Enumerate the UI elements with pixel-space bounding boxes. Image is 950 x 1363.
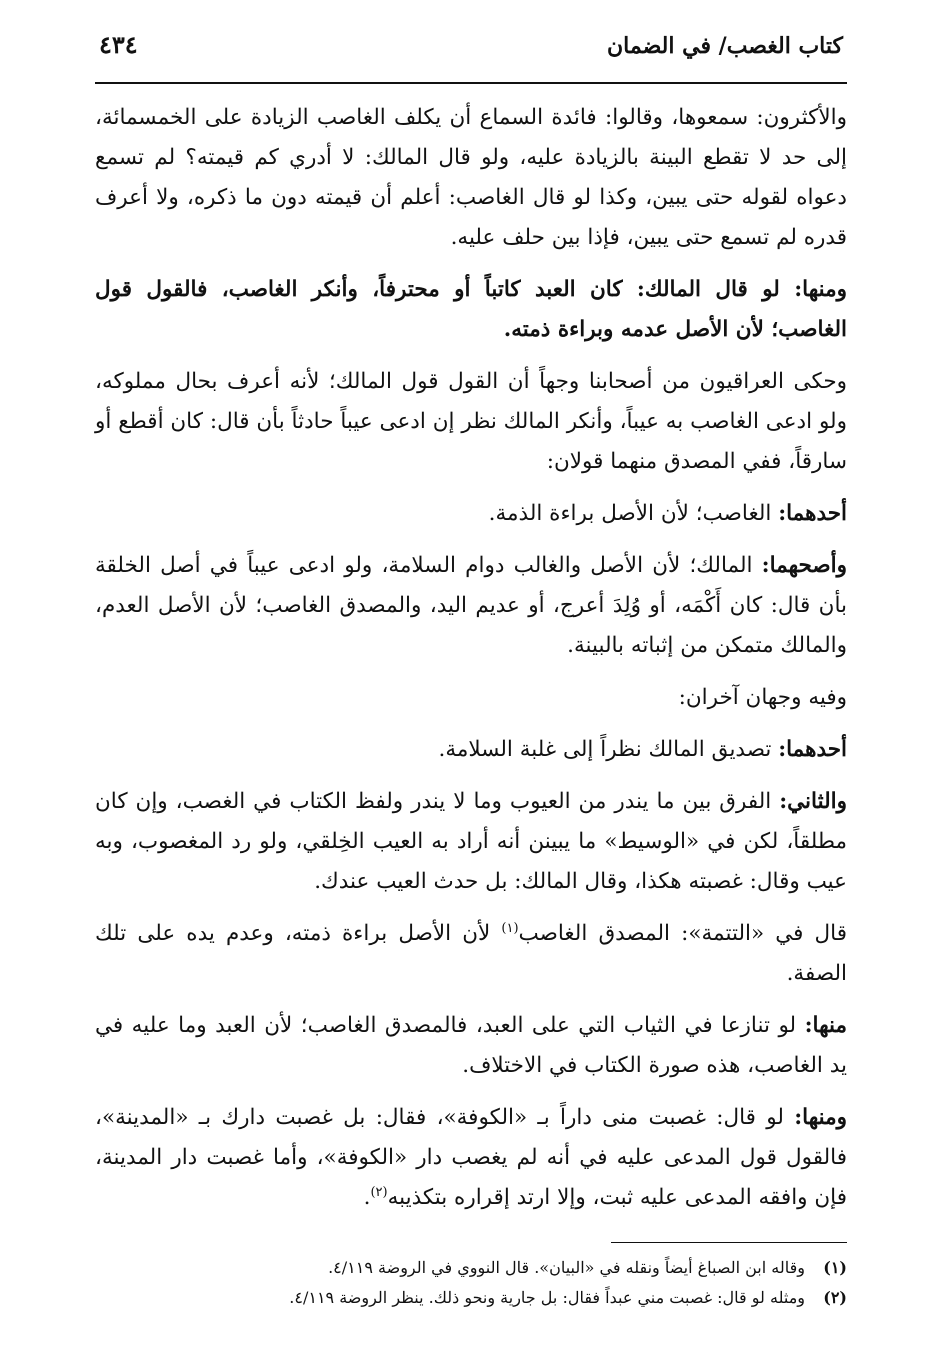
paragraph-text: لأن الأصل براءة ذمته، وعدم يده على تلك الصفة. [95, 921, 847, 986]
paragraph-lead: أحدهما: [778, 501, 847, 526]
footnote-ref[interactable]: (٢) [370, 1184, 388, 1200]
footnote [95, 1283, 847, 1313]
footnotes [95, 1253, 847, 1313]
paragraph-text: لو تنازعا في الثياب التي على العبد، فالمصدق الغاصب؛ لأن العبد وما عليه في يد الغاصب، هذه صورة الكتاب في الاختلاف. [95, 1013, 847, 1078]
footnote-text: وقاله ابن الصباغ أيضاً ونقله في «البيان». قال النووي في الروضة ٤/١١٩. [328, 1258, 805, 1277]
paragraph-text: ومنها: لو قال المالك: كان العبد كاتباً أو محترفاً، وأنكر الغاصب، فالقول قول الغاصب؛ لأن الأصل عدمه وبراءة ذمته. [95, 277, 847, 342]
paragraph [95, 270, 847, 350]
page-header [95, 30, 847, 84]
footnote-divider [611, 1242, 847, 1243]
paragraph [95, 730, 847, 770]
paragraph [95, 494, 847, 534]
paragraph-text: . [363, 1185, 371, 1210]
paragraph-text: لو قال: غصبت منى داراً بـ «الكوفة»، فقال: بل غصبت دارك بـ «المدينة»، فالقول قول المدعى عليه في أنه لم يغصب دار «الكوفة»، وأما غصبت دار المدينة، فإن وافقه المدعى عليه ثبت، وإلا ارتد إقراره بتكذيبه [95, 1105, 847, 1210]
paragraph-text: وفيه وجهان آخران: [678, 685, 847, 710]
paragraph-text: الغاصب؛ لأن الأصل براءة الذمة. [488, 501, 779, 526]
paragraph-text: وحكى العراقيون من أصحابنا وجهاً أن القول قول المالك؛ لأنه أعرف بحال مملوكه، ولو ادعى الغاصب به عيباً، وأنكر المالك نظر إن ادعى عيباً حادثاً بأن قال: كان أقطع أو سارقاً، ففي المصدق منهما قولان: [95, 369, 847, 474]
footnote-number: (١) [823, 1258, 847, 1277]
footnote [95, 1253, 847, 1283]
paragraph [95, 1006, 847, 1086]
paragraph-text: والأكثرون: سمعوها، وقالوا: فائدة السماع أن يكلف الغاصب الزيادة على الخمسمائة، إلى حد لا تقطع البينة بالزيادة عليه، ولو قال المالك: لا أدري كم قيمته؟ لم تسمع دعواه لقوله حتى يبين، وكذا لو قال الغاصب: أعلم أن قيمته دون ما ذكره، ولا أعرف قدره لم تسمع حتى يبين، فإذا بين حلف عليه. [95, 105, 847, 250]
footnote-text: ومثله لو قال: غصبت مني عبداً فقال: بل جارية ونحو ذلك. ينظر الروضة ٤/١١٩. [289, 1288, 805, 1307]
page-number: ٤٣٤ [99, 30, 138, 59]
footnote-number: (٢) [823, 1288, 847, 1307]
footnote-ref[interactable]: (١) [501, 920, 519, 936]
paragraph-lead: أحدهما: [778, 737, 847, 762]
paragraph [95, 914, 847, 994]
paragraph-text: قال في «التتمة»: المصدق الغاصب [518, 921, 847, 946]
paragraph-text: المالك؛ لأن الأصل والغالب دوام السلامة، ولو ادعى عيباً في أصل الخلقة بأن قال: كان أَكْمَه، أو وُلِدَ أعرج، أو عديم اليد، والمصدق الغاصب؛ لأن الأصل العدم، والمالك متمكن من إثباته بالبينة. [95, 553, 847, 658]
running-title: كتاب الغصب/ في الضمان [607, 33, 843, 59]
paragraph-lead: منها: [804, 1013, 847, 1038]
paragraph [95, 1098, 847, 1218]
paragraph-text: الفرق بين ما يندر من العيوب وما لا يندر ولفظ الكتاب في الغصب، وإن كان مطلقاً، لكن في «الوسيط» ما يبينن أنه أراد به العيب الخِلقي، ولو رد المغصوب، وبه عيب وقال: غصبته هكذا، وقال المالك: بل حدث العيب عندك. [95, 789, 847, 894]
book-page [95, 30, 847, 1330]
paragraph-lead: والثاني: [779, 789, 847, 814]
paragraph-text: تصديق المالك نظراً إلى غلبة السلامة. [438, 737, 779, 762]
paragraph-lead: ومنها: [794, 1105, 847, 1130]
paragraph [95, 678, 847, 718]
paragraph [95, 782, 847, 902]
paragraph-lead: وأصحهما: [761, 553, 847, 578]
paragraph [95, 98, 847, 258]
main-text [95, 98, 847, 1218]
paragraph [95, 362, 847, 482]
paragraph [95, 546, 847, 666]
